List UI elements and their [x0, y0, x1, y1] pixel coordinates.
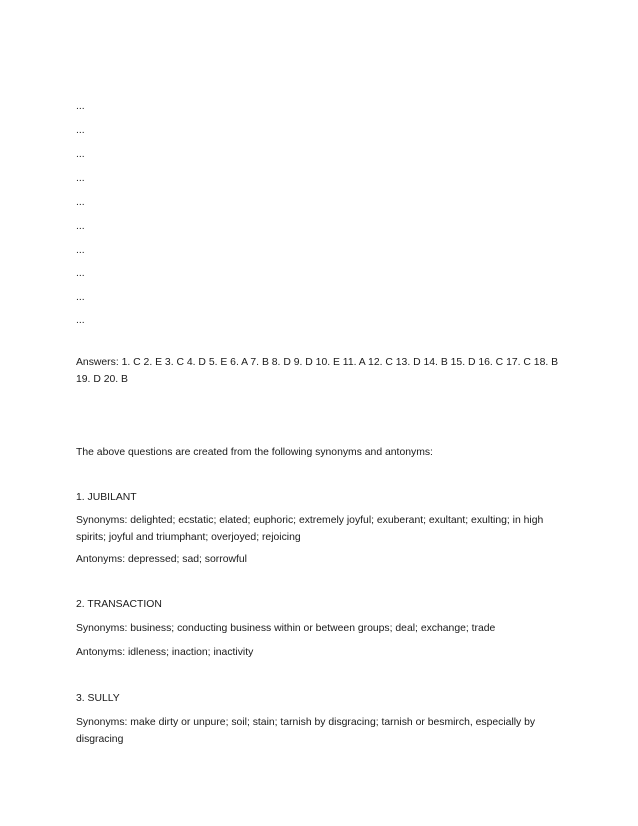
entry-heading: 2. TRANSACTION	[76, 599, 162, 610]
entry-synonyms: Synonyms: make dirty or unpure; soil; stain; tarnish by disgracing; tarnish or besmirch, especially by disgracing	[76, 717, 536, 745]
ellipsis-line: ...	[76, 245, 85, 256]
ellipsis-line: ...	[76, 268, 85, 279]
entry-synonyms: Synonyms: delighted; ecstatic; elated; euphoric; extremely joyful; exuberant; exultant; exulting; in high spirits; joyful and triumphant; overjoyed; rejoicing	[76, 515, 544, 543]
ellipsis-line: ...	[76, 101, 85, 112]
ellipsis-line: ...	[76, 173, 85, 184]
entry-antonyms: Antonyms: depressed; sad; sorrowful	[76, 554, 247, 565]
ellipsis-line: ...	[76, 125, 85, 136]
ellipsis-line: ...	[76, 197, 85, 208]
entry-heading: 1. JUBILANT	[76, 492, 137, 503]
ellipsis-line: ...	[76, 315, 85, 326]
ellipsis-line: ...	[76, 221, 85, 232]
ellipsis-line: ...	[76, 149, 85, 160]
ellipsis-line: ...	[76, 292, 85, 303]
answer-key: Answers: 1. C 2. E 3. C 4. D 5. E 6. A 7. B 8. D 9. D 10. E 11. A 12. C 13. D 14. B 15. D 16. C 17. C 18. B 19. D 20. B	[76, 357, 559, 385]
entry-synonyms: Synonyms: business; conducting business within or between groups; deal; exchange; trade	[76, 623, 496, 634]
entry-antonyms: Antonyms: idleness; inaction; inactivity	[76, 647, 254, 658]
intro-text: The above questions are created from the following synonyms and antonyms:	[76, 447, 433, 458]
entry-heading: 3. SULLY	[76, 693, 120, 704]
